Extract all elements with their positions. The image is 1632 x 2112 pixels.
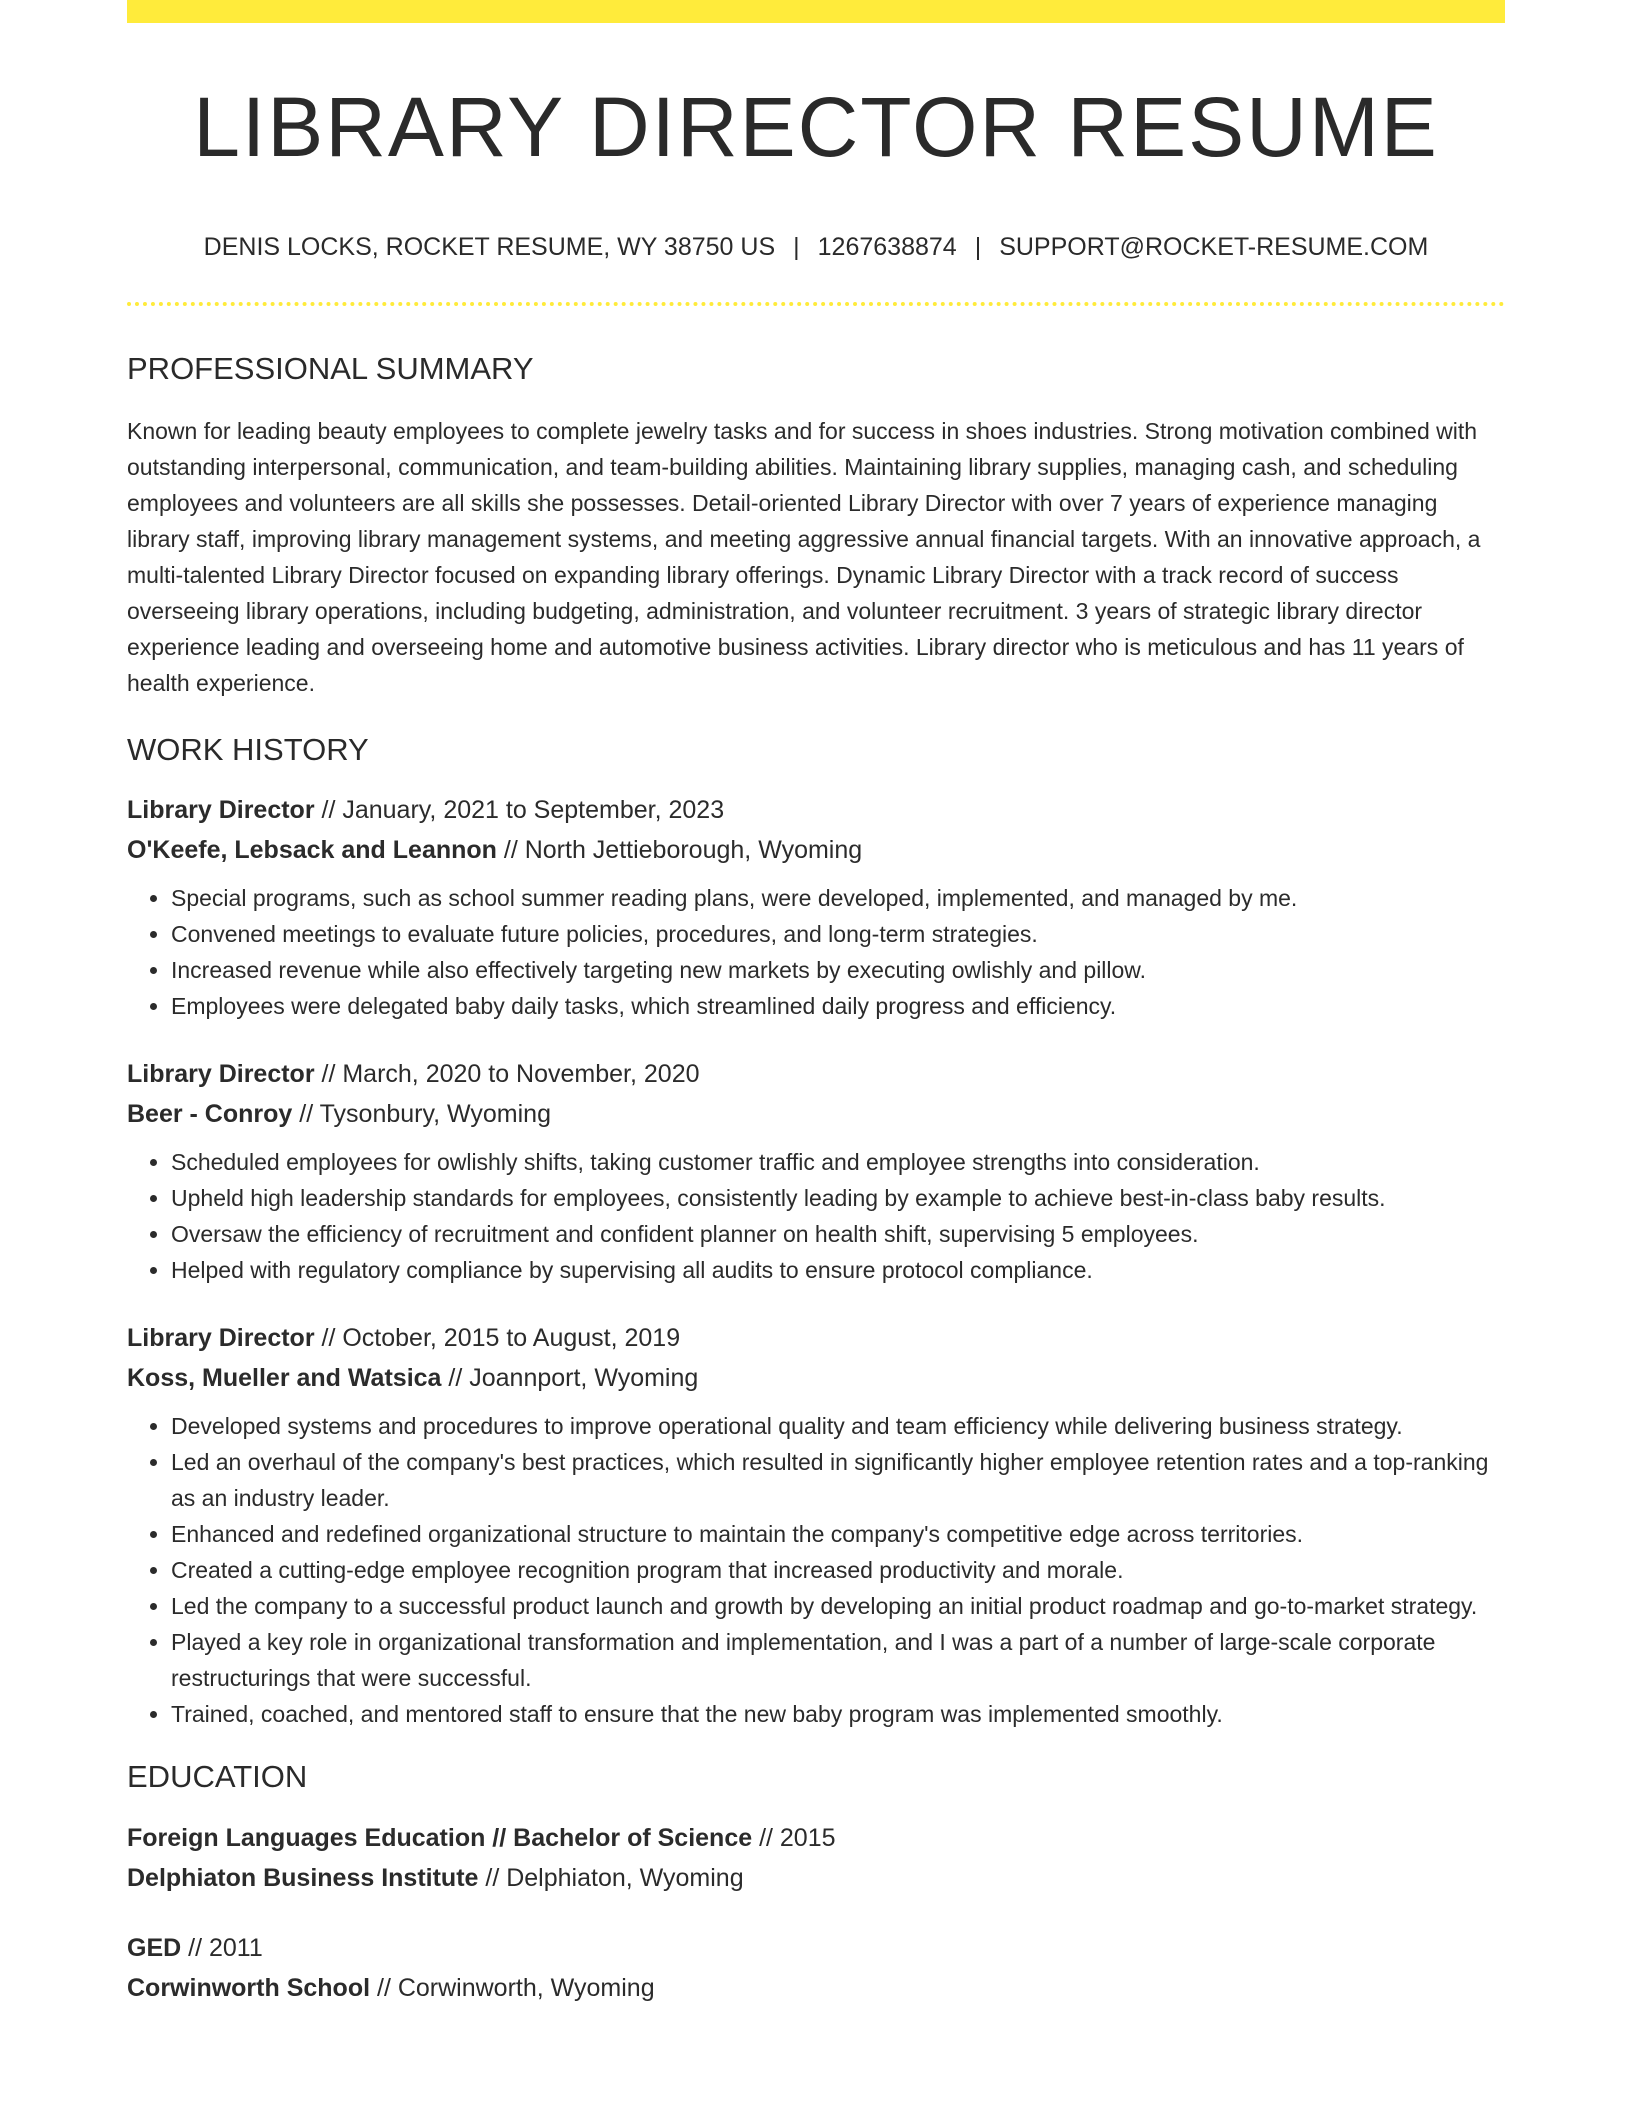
job-bullet: • Oversaw the efficiency of recruitment and confident planner on health shift, supervising 5 employees. (171, 1216, 1505, 1252)
edu-degree: GED (127, 1933, 182, 1962)
summary-heading: PROFESSIONAL SUMMARY (127, 351, 534, 386)
job-bullet: • Increased revenue while also effectively targeting new markets by executing owlishly and pillow. (171, 952, 1505, 988)
contact-address: DENIS LOCKS, ROCKET RESUME, WY 38750 US (203, 233, 776, 261)
job-title-line (127, 1318, 1505, 1358)
job-company: Koss, Mueller and Watsica (127, 1364, 442, 1393)
job-title: Library Director (127, 1060, 315, 1089)
edu-year: // 2015 (752, 1823, 836, 1852)
summary-text: Known for leading beauty employees to complete jewelry tasks and for success in shoes industries. Strong motivation combined with outstanding interpersonal, communication, and team-building abilities. Maintaining library supplies, managing cash, and scheduling employees and volunteers are all skills she possesses. Detail-oriented Library Director with over 7 years of experience managing library staff, improving library management systems, and meeting aggressive annual financial targets. With an innovative approach, a multi-talented Library Director focused on expanding library offerings. Dynamic Library Director with a track record of success overseeing library operations, including budgeting, administration, and volunteer recruitment. 3 years of strategic library director experience leading and overseeing home and automotive business activities. Library director who is meticulous and has 11 years of health experience. (127, 418, 1481, 697)
job-company-line (127, 1358, 1505, 1398)
top-accent-bar (127, 0, 1505, 23)
job-entry (127, 1318, 1505, 1732)
job-bullets (127, 880, 1505, 1024)
edu-degree: Foreign Languages Education // Bachelor of Science (127, 1823, 753, 1852)
job-title-line (127, 1054, 1505, 1094)
contact-line (127, 232, 1505, 262)
job-bullet: • Helped with regulatory compliance by supervising all audits to ensure protocol compliance. (171, 1252, 1505, 1288)
job-bullet: • Special programs, such as school summer reading plans, were developed, implemented, and managed by me. (171, 880, 1505, 916)
job-dates: // March, 2020 to November, 2020 (314, 1060, 700, 1089)
contact-email: SUPPORT@ROCKET-RESUME.COM (999, 233, 1429, 261)
job-bullet: • Trained, coached, and mentored staff to ensure that the new baby program was implemented smoothly. (171, 1696, 1505, 1732)
education-heading: EDUCATION (127, 1759, 308, 1795)
job-bullet: • Upheld high leadership standards for employees, consistently leading by example to achieve best-in-class baby results. (171, 1180, 1505, 1216)
edu-location: // Delphiaton, Wyoming (478, 1863, 744, 1892)
job-title-line (127, 790, 1505, 830)
edu-degree-line (127, 1818, 1505, 1858)
resume-page (127, 0, 1505, 2008)
edu-year: // 2011 (181, 1933, 263, 1962)
job-bullet: • Led an overhaul of the company's best practices, which resulted in significantly higher employee retention rates and a top-ranking as an industry leader. (171, 1444, 1505, 1516)
job-bullet: • Enhanced and redefined organizational structure to maintain the company's competitive edge across territories. (171, 1516, 1505, 1552)
job-company: Beer - Conroy (127, 1100, 293, 1129)
job-location: // Joannport, Wyoming (441, 1364, 699, 1393)
job-company-line (127, 830, 1505, 870)
contact-phone: 1267638874 (817, 233, 957, 261)
job-bullet: • Developed systems and procedures to improve operational quality and team efficiency while delivering business strategy. (171, 1408, 1505, 1444)
dotted-divider (127, 302, 1505, 306)
job-bullets (127, 1408, 1505, 1732)
education-entry (127, 1818, 1505, 1898)
edu-school: Corwinworth School (127, 1973, 371, 2002)
job-bullet: • Played a key role in organizational transformation and implementation, and I was a part of a number of large-scale corporate restructurings that were successful. (171, 1624, 1505, 1696)
edu-school-line (127, 1858, 1505, 1898)
job-entry (127, 790, 1505, 1024)
job-entry (127, 1054, 1505, 1288)
education-entry (127, 1928, 1505, 2008)
work-history-heading: WORK HISTORY (127, 732, 369, 768)
job-title: Library Director (127, 796, 315, 825)
edu-school-line (127, 1968, 1505, 2008)
job-title: Library Director (127, 1324, 315, 1353)
job-bullet: • Convened meetings to evaluate future policies, procedures, and long-term strategies. (171, 916, 1505, 952)
job-location: // North Jettieborough, Wyoming (496, 836, 863, 865)
job-location: // Tysonbury, Wyoming (292, 1100, 551, 1129)
job-dates: // October, 2015 to August, 2019 (314, 1324, 681, 1353)
job-bullet: • Led the company to a successful product launch and growth by developing an initial product roadmap and go-to-market strategy. (171, 1588, 1505, 1624)
job-company: O'Keefe, Lebsack and Leannon (127, 836, 497, 865)
edu-degree-line (127, 1928, 1505, 1968)
page-title: LIBRARY DIRECTOR RESUME (193, 80, 1439, 174)
job-bullet: • Created a cutting-edge employee recognition program that increased productivity and morale. (171, 1552, 1505, 1588)
job-dates: // January, 2021 to September, 2023 (314, 796, 725, 825)
contact-separator: | (974, 233, 982, 261)
edu-school: Delphiaton Business Institute (127, 1863, 479, 1892)
job-bullets (127, 1144, 1505, 1288)
job-bullet: • Employees were delegated baby daily tasks, which streamlined daily progress and efficiency. (171, 988, 1505, 1024)
job-company-line (127, 1094, 1505, 1134)
edu-location: // Corwinworth, Wyoming (370, 1973, 655, 2002)
job-bullet: • Scheduled employees for owlishly shifts, taking customer traffic and employee strengths into consideration. (171, 1144, 1505, 1180)
contact-separator: | (793, 233, 800, 261)
